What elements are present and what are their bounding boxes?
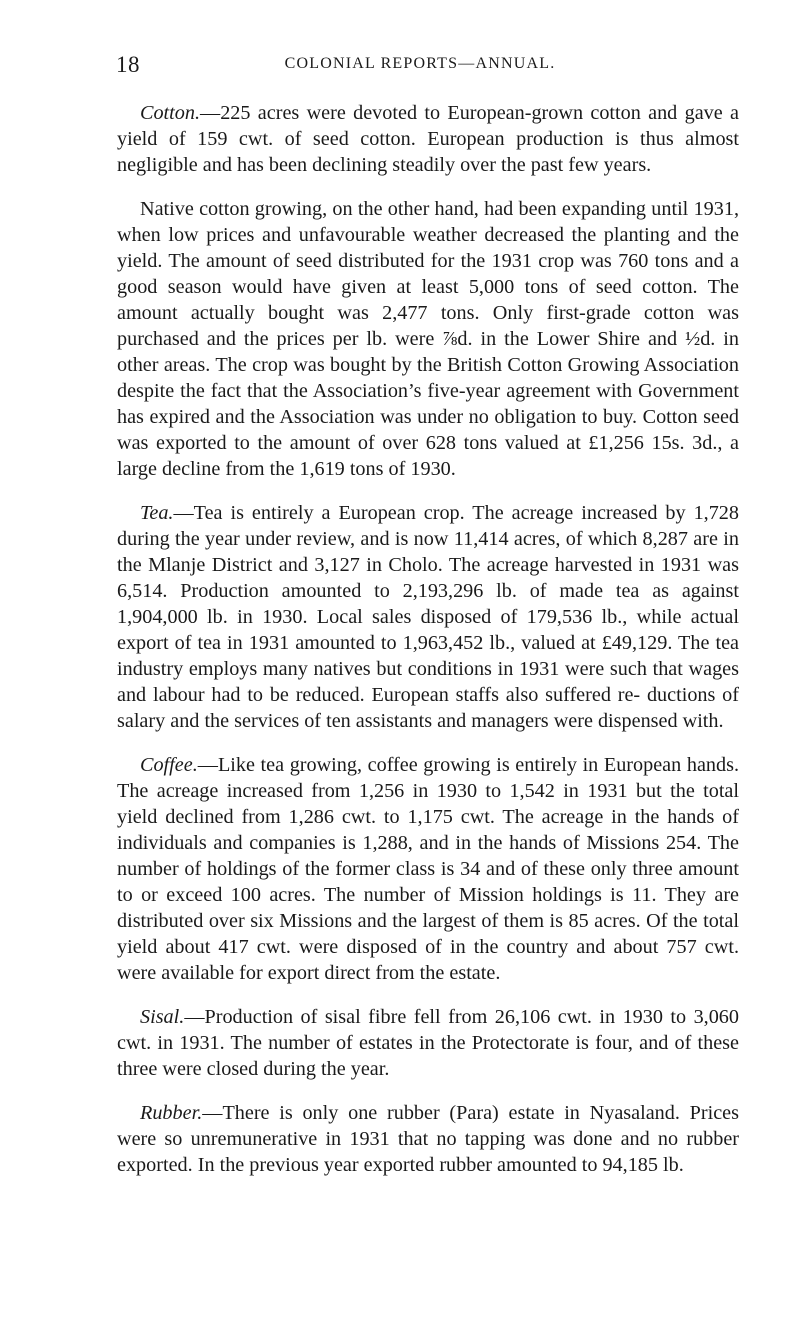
paragraph-rubber	[117, 1100, 739, 1178]
paragraph-text: —Production of sisal fibre fell from 26,106 cwt. in 1930 to 3,060 cwt. in 1931. The number of estates in the Protectorate is four, and of these three were closed during the year.	[117, 1006, 739, 1080]
paragraph-text: —225 acres were devoted to European-grown cotton and gave a yield of 159 cwt. of seed cotton. European production is thus almost negligible and has been declining steadily over the past few years.	[117, 102, 739, 176]
paragraph-heading: Sisal.	[140, 1006, 185, 1028]
paragraph-sisal	[117, 1004, 739, 1082]
paragraph-native-cotton	[117, 196, 739, 482]
paragraph-text: —Tea is entirely a European crop. The acreage increased by 1,728 during the year under review, and is now 11,414 acres, of which 8,287 are in the Mlanje District and 3,127 in Cholo. The acreage harvested in 1931 was 6,514. Production amounted to 2,193,296 lb. of made tea as against 1,904,000 lb. in 1930. Local sales disposed of 179,536 lb., while actual export of tea in 1931 amounted to 1,963,452 lb., valued at £49,129. The tea industry employs many natives but conditions in 1931 were such that wages and labour had to be reduced. European staffs also suffered re- ductions of salary and the services of ten assistants and managers were dispensed with.	[117, 502, 739, 732]
page-number: 18	[116, 52, 140, 77]
paragraph-heading: Rubber.	[140, 1102, 203, 1124]
paragraph-coffee	[117, 752, 739, 986]
paragraph-heading: Coffee.	[140, 754, 198, 776]
paragraph-text: Native cotton growing, on the other hand, had been expanding until 1931, when low prices and unfavourable weather decreased the planting and the yield. The amount of seed distributed for the 1931 crop was 760 tons and a good season would have given at least 5,000 tons of seed cotton. The amount actually bought was 2,477 tons. Only first-grade cotton was purchased and the prices per lb. were ⅞d. in the Lower Shire and ½d. in other areas. The crop was bought by the British Cotton Growing Association despite the fact that the Association’s five-year agreement with Government has expired and the Association was under no obligation to buy. Cotton seed was exported to the amount of over 628 tons valued at £1,256 15s. 3d., a large decline from the 1,619 tons of 1930.	[117, 198, 739, 480]
paragraph-cotton	[117, 100, 739, 178]
page-header	[110, 52, 730, 80]
paragraph-text: —There is only one rubber (Para) estate in Nyasaland. Prices were so unremunerative in 1931 that no tapping was done and no rubber exported. In the previous year exported rubber amounted to 94,185 lb.	[117, 1102, 739, 1176]
running-title: COLONIAL REPORTS—ANNUAL.	[284, 55, 556, 72]
paragraph-text: —Like tea growing, coffee growing is entirely in European hands. The acreage increased from 1,256 in 1930 to 1,542 in 1931 but the total yield declined from 1,286 cwt. to 1,175 cwt. The acreage in the hands of individuals and companies is 1,288, and in the hands of Missions 254. The number of holdings of the former class is 34 and of these only three amount to or exceed 100 acres. The number of Mission holdings is 11. They are distributed over six Missions and the largest of them is 85 acres. Of the total yield about 417 cwt. were disposed of in the country and about 757 cwt. were available for export direct from the estate.	[117, 754, 739, 984]
paragraph-heading: Tea.	[140, 502, 174, 524]
paragraph-heading: Cotton.	[140, 102, 201, 124]
paragraph-tea	[117, 500, 739, 734]
body-text	[117, 100, 739, 1196]
